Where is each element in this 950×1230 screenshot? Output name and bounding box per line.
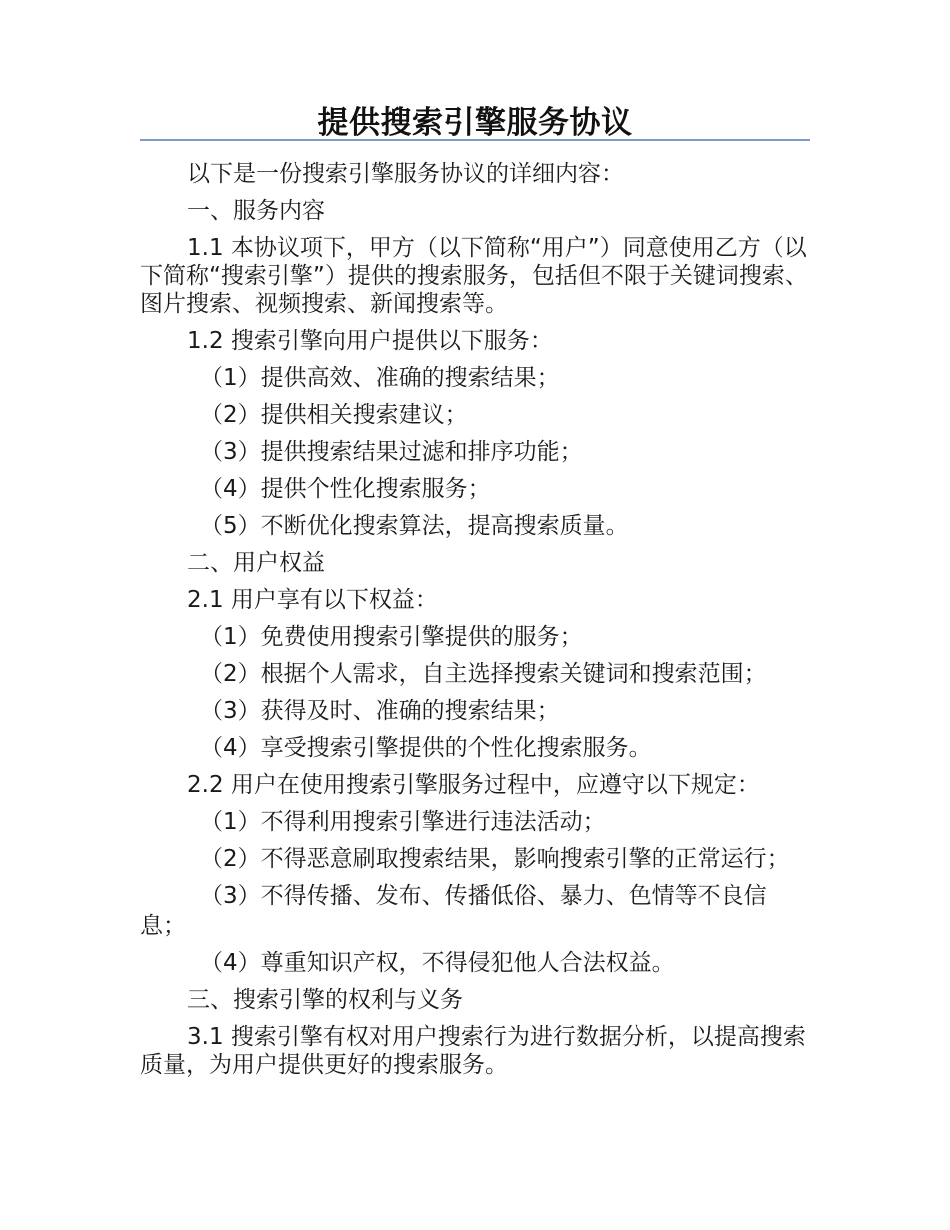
- list-item: （1）提供高效、准确的搜索结果；: [200, 365, 560, 391]
- list-item: （1）不得利用搜索引擎进行违法活动；: [200, 809, 606, 835]
- clause-paragraph: 2.2 用户在使用搜索引擎服务过程中，应遵守以下规定：: [187, 772, 760, 798]
- clause-paragraph: 1.1 本协议项下，甲方（以下简称“用户”）同意使用乙方（以下简称“搜索引擎”）提供的搜索服务，包括但不限于关键词搜索、图片搜索、视频搜索、新闻搜索等。: [140, 235, 808, 317]
- section-heading: 三、搜索引擎的权利与义务: [187, 987, 463, 1013]
- list-item: （1）免费使用搜索引擎提供的服务；: [200, 624, 583, 650]
- title-underline: [140, 139, 810, 141]
- clause-paragraph: 3.1 搜索引擎有权对用户搜索行为进行数据分析，以提高搜索质量，为用户提供更好的搜索服务。: [140, 1024, 806, 1078]
- list-item: （2）根据个人需求，自主选择搜索关键词和搜索范围；: [200, 661, 767, 687]
- list-item: （3）提供搜索结果过滤和排序功能；: [200, 439, 583, 465]
- document-title: 提供搜索引擎服务协议: [317, 105, 633, 141]
- list-item: （5）不断优化搜索算法，提高搜索质量。: [200, 513, 629, 539]
- list-item: （4）提供个性化搜索服务；: [200, 476, 491, 502]
- clause-paragraph: 1.2 搜索引擎向用户提供以下服务：: [187, 328, 553, 354]
- intro-paragraph: 以下是一份搜索引擎服务协议的详细内容：: [187, 161, 624, 187]
- list-item: （2）不得恶意刷取搜索结果，影响搜索引擎的正常运行；: [200, 846, 790, 872]
- list-item: （4）尊重知识产权，不得侵犯他人合法权益。: [200, 950, 675, 976]
- document-body: [140, 156, 810, 1084]
- section-heading: 二、用户权益: [187, 550, 325, 576]
- clause-paragraph: 2.1 用户享有以下权益：: [187, 587, 438, 613]
- list-item: （4）享受搜索引擎提供的个性化搜索服务。: [200, 735, 652, 761]
- list-item: （3）获得及时、准确的搜索结果；: [200, 698, 560, 724]
- list-item: （3）不得传播、发布、传播低俗、暴力、色情等不良信息；: [140, 883, 767, 939]
- list-item: （2）提供相关搜索建议；: [200, 402, 468, 428]
- section-heading: 一、服务内容: [187, 198, 325, 224]
